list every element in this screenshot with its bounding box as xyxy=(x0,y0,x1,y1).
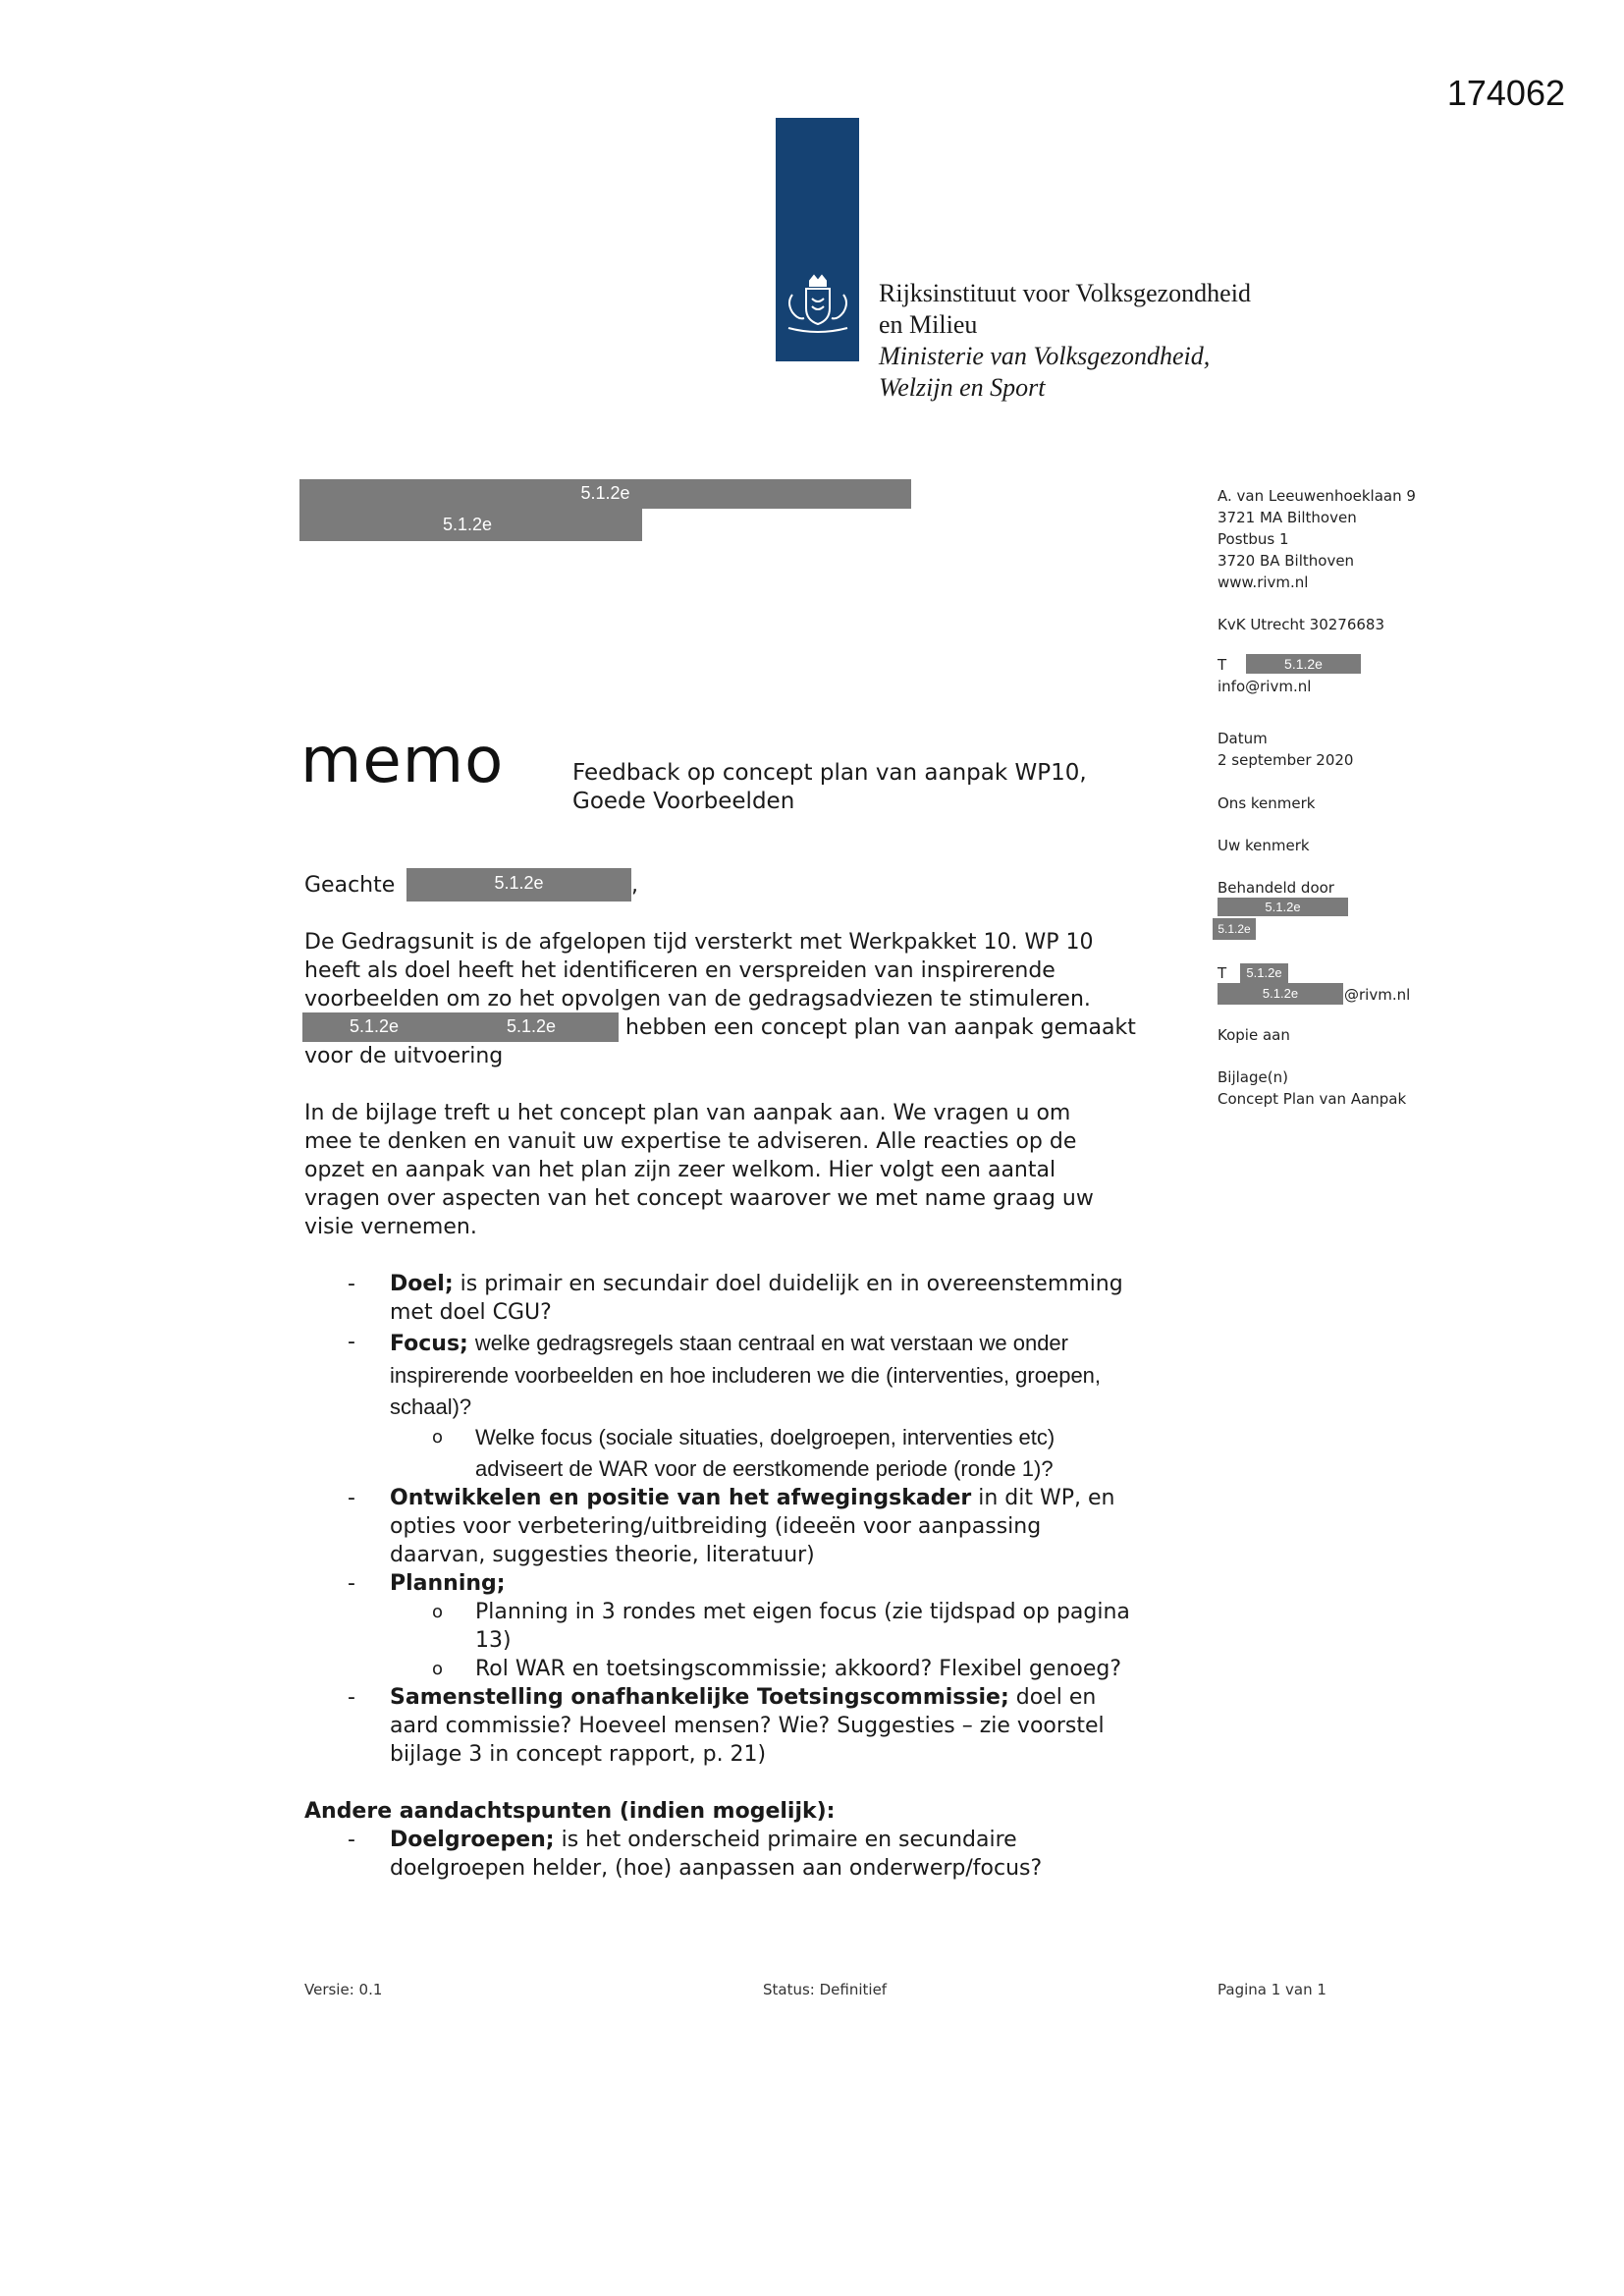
text-line: Planning in 3 rondes met eigen focus (zie tijdspad op pagina xyxy=(475,1600,1130,1624)
recipient-redaction-1 xyxy=(299,479,911,509)
footer-page: Pagina 1 van 1 xyxy=(1218,1981,1326,1998)
andere-aandachtspunten-heading: Andere aandachtspunten (indien mogelijk): xyxy=(304,1799,836,1824)
text-line: In de bijlage treft u het concept plan van aanpak aan. We vragen u om xyxy=(304,1101,1071,1125)
document-number: 174062 xyxy=(1446,73,1565,113)
phone-prefix: T xyxy=(1218,656,1227,674)
redaction-code: 5.1.2e xyxy=(494,873,544,893)
phone-line xyxy=(1218,654,1226,676)
text-line: voorbeelden om zo het opvolgen van de gedragsadviezen te stimuleren. xyxy=(304,987,1091,1011)
bullet-title: Ontwikkelen en positie van het afwegingskader xyxy=(390,1486,972,1510)
handler-redaction-2 xyxy=(1213,918,1256,940)
text-line: welke gedragsregels staan centraal en wat verstaan we onder xyxy=(474,1331,1068,1355)
text-line: opties voor verbetering/uitbreiding (ideeën voor aanpassing xyxy=(390,1514,1042,1539)
bullet-dash: - xyxy=(348,1486,355,1510)
text-line: Welke focus (sociale situaties, doelgroepen, interventies etc) xyxy=(475,1425,1056,1449)
text-line: aard commissie? Hoeveel mensen? Wie? Suggesties – zie voorstel xyxy=(390,1714,1105,1738)
org-line-2: en Milieu xyxy=(879,310,978,339)
bullet-dash: - xyxy=(348,1828,355,1852)
redaction-code: 5.1.2e xyxy=(507,1016,557,1036)
text-line: opzet en aanpak van het plan zijn zeer welkom. Hier volgt een aantal xyxy=(304,1158,1056,1182)
memo-subject xyxy=(572,759,1087,816)
text-line: met doel CGU? xyxy=(390,1300,552,1325)
text-line: Rol WAR en toetsingscommissie; akkoord? Flexibel genoeg? xyxy=(475,1657,1122,1681)
subject-line-1: Feedback op concept plan van aanpak WP10, xyxy=(572,760,1087,786)
text-line: heeft als doel heeft het identificeren en verspreiden van inspirerende xyxy=(304,958,1056,983)
bullet-title: Doelgroepen; xyxy=(390,1828,555,1852)
redaction-code: 5.1.2e xyxy=(1218,922,1251,936)
contact-email-redaction xyxy=(1218,983,1343,1005)
paragraph-2 xyxy=(304,1099,1188,1241)
org-line-1: Rijksinstituut voor Volksgezondheid xyxy=(879,279,1251,307)
footer-status: Status: Definitief xyxy=(763,1981,888,1998)
text-line: is primair en secundair doel duidelijk en in overeenstemming xyxy=(460,1272,1123,1296)
text-line: inspirerende voorbeelden en hoe includeren we die (interventies, groepen, xyxy=(390,1363,1102,1388)
redaction-code: 5.1.2e xyxy=(1265,900,1301,914)
text-line: doel en xyxy=(1015,1685,1097,1710)
text-line: 13) xyxy=(475,1628,512,1653)
bullet-title: Focus; xyxy=(390,1332,468,1356)
salutation-redaction xyxy=(406,868,631,902)
bullet-circle: o xyxy=(432,1427,444,1448)
ons-kenmerk-label: Ons kenmerk xyxy=(1218,794,1316,812)
organization-name xyxy=(879,278,1251,404)
paragraph-1-line-4-tail: hebben een concept plan van aanpak gemaakt xyxy=(625,1015,1136,1040)
behandeld-door-label: Behandeld door xyxy=(1218,879,1334,897)
handler-redaction-1 xyxy=(1218,898,1348,916)
info-email: info@rivm.nl xyxy=(1218,678,1312,695)
text-line: in dit WP, en xyxy=(978,1486,1115,1510)
paragraph-1 xyxy=(304,928,1188,1013)
bullet-dash: - xyxy=(348,1571,355,1596)
uw-kenmerk-label: Uw kenmerk xyxy=(1218,837,1310,854)
salutation: Geachte xyxy=(304,873,396,898)
text-line: is het onderscheid primaire en secundaire xyxy=(561,1828,1017,1852)
datum-value: 2 september 2020 xyxy=(1218,751,1354,769)
redaction-code: 5.1.2e xyxy=(1262,986,1299,1001)
contact-phone-prefix: T xyxy=(1218,964,1227,982)
bullet-dash: - xyxy=(348,1330,355,1354)
bijlage-value: Concept Plan van Aanpak xyxy=(1218,1090,1407,1108)
bullet-dash: - xyxy=(348,1272,355,1296)
paragraph-1-line-5: voor de uitvoering xyxy=(304,1044,504,1068)
ministry-line-1: Ministerie van Volksgezondheid, xyxy=(879,342,1211,370)
ministry-line-2: Welzijn en Sport xyxy=(879,373,1046,402)
address-postbus: Postbus 1 xyxy=(1218,530,1289,548)
text-line: schaal)? xyxy=(390,1394,472,1419)
authors-redaction xyxy=(302,1012,619,1042)
bullet-title: Samenstelling onafhankelijke Toetsingscommissie; xyxy=(390,1685,1009,1710)
bullet-title: Planning; xyxy=(390,1571,506,1596)
kopie-aan-label: Kopie aan xyxy=(1218,1026,1290,1044)
address-website: www.rivm.nl xyxy=(1218,574,1309,591)
address-street: A. van Leeuwenhoeklaan 9 xyxy=(1218,487,1416,505)
address-postcode: 3721 MA Bilthoven xyxy=(1218,509,1357,526)
subject-line-2: Goede Voorbeelden xyxy=(572,789,795,814)
text-line: adviseert de WAR voor de eerstkomende periode (ronde 1)? xyxy=(475,1456,1054,1481)
bullet-circle: o xyxy=(432,1602,444,1622)
text-line: vragen over aspecten van het concept waarover we met name graag uw xyxy=(304,1186,1094,1211)
redaction-code: 5.1.2e xyxy=(1284,656,1323,672)
phone-redaction xyxy=(1246,654,1361,674)
salutation-comma: , xyxy=(631,873,638,898)
contact-email-suffix: @rivm.nl xyxy=(1344,986,1411,1004)
memo-title: memo xyxy=(300,725,505,797)
text-line: bijlage 3 in concept rapport, p. 21) xyxy=(390,1742,767,1767)
redaction-code: 5.1.2e xyxy=(350,1016,400,1036)
text-line: mee te denken en vanuit uw expertise te adviseren. Alle reacties op de xyxy=(304,1129,1077,1154)
address-postbus-postcode: 3720 BA Bilthoven xyxy=(1218,552,1355,570)
bullet-circle: o xyxy=(432,1659,444,1679)
datum-label: Datum xyxy=(1218,730,1268,747)
redaction-code: 5.1.2e xyxy=(443,515,493,534)
text-line: daarvan, suggesties theorie, literatuur) xyxy=(390,1543,815,1567)
text-line: visie vernemen. xyxy=(304,1215,477,1239)
sender-address xyxy=(1218,485,1416,635)
text-line: De Gedragsunit is de afgelopen tijd versterkt met Werkpakket 10. WP 10 xyxy=(304,930,1094,955)
kvk-number: KvK Utrecht 30276683 xyxy=(1218,616,1384,633)
bullet-dash: - xyxy=(348,1685,355,1710)
bijlage-label: Bijlage(n) xyxy=(1218,1068,1288,1086)
crest-icon xyxy=(781,273,854,337)
redaction-code: 5.1.2e xyxy=(580,483,630,503)
bullet-title: Doel; xyxy=(390,1272,454,1296)
contact-phone-redaction xyxy=(1240,963,1288,983)
redaction-code: 5.1.2e xyxy=(1246,965,1282,980)
recipient-redaction-2 xyxy=(299,509,642,541)
text-line: doelgroepen helder, (hoe) aanpassen aan onderwerp/focus? xyxy=(390,1856,1043,1881)
footer-version: Versie: 0.1 xyxy=(304,1981,383,1998)
